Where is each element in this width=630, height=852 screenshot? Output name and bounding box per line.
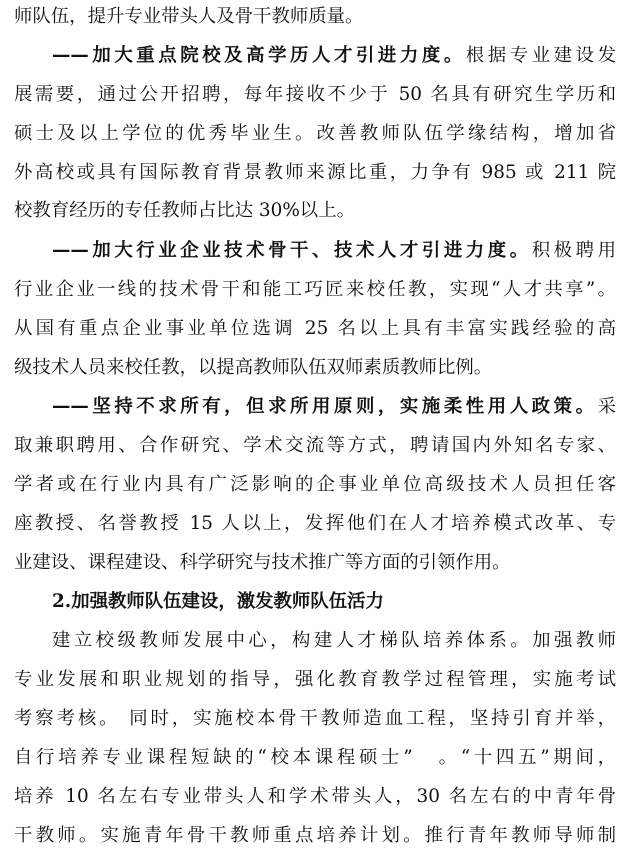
text-line: 考察考核。 同时，实施校本骨干教师造血工程，坚持引育并举， (14, 708, 616, 729)
text-line: 自行培养专业课程短缺的“校本课程硕士” 。“十四五”期间， (14, 747, 616, 768)
text-line: 建立校级教师发展中心，构建人才梯队培养体系。加强教师 (52, 630, 616, 651)
text-line: 外高校或具有国际教育背景教师来源比重，力争有 985 或 211 院 (14, 162, 616, 183)
text-line: 业建设、课程建设、科学研究与技术推广等方面的引领作用。 (14, 552, 511, 573)
paragraph-lead-line (52, 391, 616, 423)
text-line: 干教师。实施青年骨干教师重点培养计划。推行青年教师导师制 (14, 825, 616, 846)
text-line: 学者或在行业内具有广泛影响的企事业单位高级技术人员担任客 (14, 474, 616, 495)
paragraph-lead-line (52, 40, 616, 72)
text-line: 取兼职聘用、合作研究、学术交流等方式，聘请国内外知名专家、 (14, 435, 616, 456)
text-line: 专业发展和职业规划的指导，强化教育教学过程管理，实施考试 (14, 669, 616, 690)
text-line: 展需要，通过公开招聘，每年接收不少于 50 名具有研究生学历和 (14, 84, 616, 105)
paragraph-title: ——坚持不求所有，但求所用原则，实施柔性用人政策。 (52, 396, 598, 417)
text-line: 校教育经历的专任教师占比达 30%以上。 (14, 200, 355, 221)
paragraph-title: ——加大重点院校及高学历人才引进力度。 (52, 45, 466, 66)
text-line: 级技术人员来校任教，以提高教师队伍双师素质教师比例。 (14, 357, 493, 378)
paragraph-text: 积极聘用 (531, 240, 616, 261)
text-line: 座教授、名誉教授 15 人以上，发挥他们在人才培养模式改革、专 (14, 513, 616, 534)
text-line: 从国有重点企业事业单位选调 25 名以上具有丰富实践经验的高 (14, 318, 616, 339)
paragraph-title: ——加大行业企业技术骨干、技术人才引进力度。 (52, 240, 532, 261)
text-line: 行业企业一线的技术骨干和能工巧匠来校任教，实现“人才共享”。 (14, 279, 616, 300)
paragraph-text: 根据专业建设发 (465, 45, 616, 66)
paragraph-lead-line (52, 235, 616, 267)
section-heading: 2.加强教师队伍建设，激发教师队伍活力 (52, 591, 384, 612)
text-line: 硕士及以上学位的优秀毕业生。改善教师队伍学缘结构，增加省 (14, 123, 616, 144)
paragraph-text: 采 (597, 396, 616, 417)
text-line: 师队伍，提升专业带头人及骨干教师质量。 (14, 6, 364, 27)
text-line: 培养 10 名左右专业带头人和学术带头人，30 名左右的中青年骨 (14, 786, 616, 807)
